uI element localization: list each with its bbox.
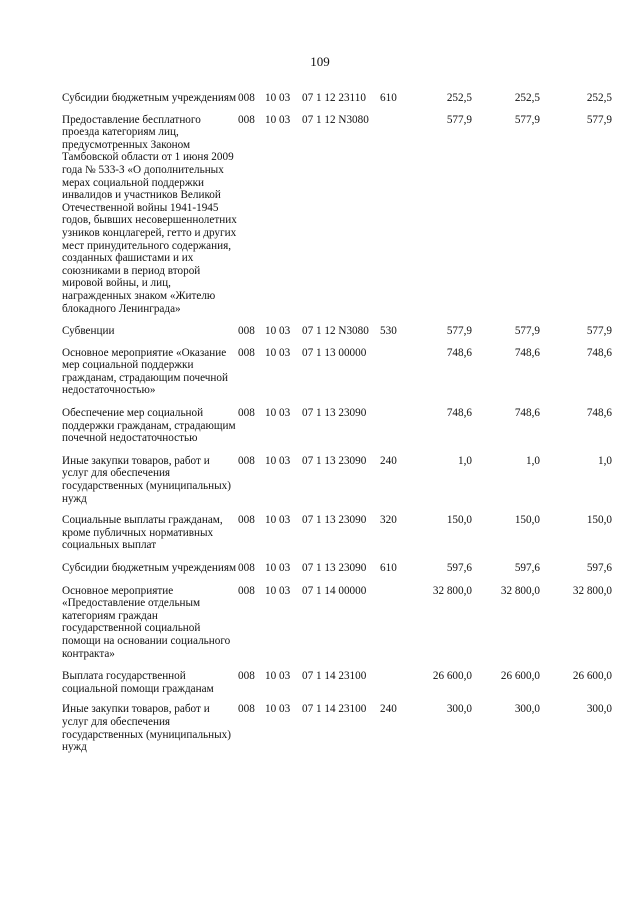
target-article-code: 07 1 12 N3080 [302,113,369,126]
amount-year-3: 252,5 [586,92,612,104]
ministry-code: 008 [238,325,255,338]
amount-year-2: 597,6 [514,562,540,574]
amount-year-3: 748,6 [586,407,612,420]
table-row [0,407,640,445]
row-name: Основное мероприятие «Оказание мер социальной поддержки гражданам, страдающим почечной недостаточностью» [62,346,229,397]
amount-year-1: 32 800,0 [432,584,472,597]
table-row [0,670,640,695]
ministry-code: 008 [238,407,255,420]
target-article-code: 07 1 13 23090 [302,562,367,574]
section-code: 10 03 [265,346,291,359]
target-article-code: 07 1 13 00000 [302,346,367,359]
expense-type-code: 610 [380,92,397,104]
section-code: 10 03 [265,703,291,716]
amount-year-3: 26 600,0 [572,670,612,683]
expense-type-code: 240 [380,454,397,467]
target-article-code: 07 1 14 00000 [302,584,367,597]
target-article-code: 07 1 13 23090 [302,407,367,420]
ministry-code: 008 [238,584,255,597]
amount-year-3: 1,0 [598,454,612,467]
row-name: Субвенции [62,325,115,338]
amount-year-1: 577,9 [446,113,472,126]
target-article-code: 07 1 12 23110 [302,92,366,104]
row-name: Субсидии бюджетным учреждениям [62,92,237,104]
amount-year-3: 32 800,0 [572,584,612,597]
amount-year-1: 26 600,0 [432,670,472,683]
ministry-code: 008 [238,346,255,359]
amount-year-2: 252,5 [514,92,540,104]
table-row [0,703,640,753]
ministry-code: 008 [238,454,255,467]
amount-year-2: 577,9 [514,113,540,126]
amount-year-1: 300,0 [446,703,472,716]
amount-year-3: 748,6 [586,346,612,359]
amount-year-2: 32 800,0 [500,584,540,597]
amount-year-3: 577,9 [586,113,612,126]
section-code: 10 03 [265,670,291,683]
amount-year-1: 1,0 [458,454,472,467]
section-code: 10 03 [265,584,291,597]
amount-year-2: 577,9 [514,325,540,338]
table-row [0,562,640,575]
ministry-code: 008 [238,703,255,716]
amount-year-1: 577,9 [446,325,472,338]
table-row [0,514,640,552]
row-name: Иные закупки товаров, работ и услуг для обеспечения государственных (муниципальных) нужд [62,454,231,505]
amount-year-2: 26 600,0 [500,670,540,683]
table-row [0,325,640,338]
ministry-code: 008 [238,562,255,574]
ministry-code: 008 [238,113,255,126]
row-name: Предоставление бесплатного проезда категориям лиц, предусмотренных Законом Тамбовской области от 1 июня 2009 года № 533-З «О дополнительных мерах социальной поддержки инвалидов и участников Великой Отечественной войны 1941-1945 годов, бывших несовершеннолетних узников концлагерей, гетто и других мест принудительного содержания, созданных фашистами и их союзниками в период второй мировой войны, и лиц, награжденных знаком «Жителю блокадного Ленинграда» [62,113,237,315]
amount-year-1: 748,6 [446,346,472,359]
section-code: 10 03 [265,407,291,420]
row-name: Субсидии бюджетным учреждениям [62,562,237,574]
ministry-code: 008 [238,514,255,527]
expense-type-code: 610 [380,562,397,574]
amount-year-3: 597,6 [586,562,612,574]
amount-year-2: 748,6 [514,346,540,359]
expense-type-code: 240 [380,703,397,716]
row-name: Обеспечение мер социальной поддержки гражданам, страдающим почечной недостаточностью [62,407,236,445]
row-name: Социальные выплаты гражданам, кроме публичных нормативных социальных выплат [62,514,223,552]
table-row [0,92,640,105]
amount-year-3: 577,9 [586,325,612,338]
ministry-code: 008 [238,92,255,104]
table-row [0,114,640,316]
amount-year-1: 597,6 [446,562,472,574]
amount-year-3: 300,0 [586,703,612,716]
amount-year-2: 150,0 [514,514,540,527]
target-article-code: 07 1 12 N3080 [302,325,369,338]
table-row [0,585,640,661]
target-article-code: 07 1 14 23100 [302,670,367,683]
amount-year-1: 748,6 [446,407,472,420]
section-code: 10 03 [265,92,291,104]
amount-year-1: 252,5 [446,92,472,104]
expense-type-code: 320 [380,514,397,527]
ministry-code: 008 [238,670,255,683]
row-name: Выплата государственной социальной помощи гражданам [62,670,214,695]
section-code: 10 03 [265,325,291,338]
target-article-code: 07 1 13 23090 [302,514,367,527]
section-code: 10 03 [265,454,291,467]
target-article-code: 07 1 14 23100 [302,703,367,716]
amount-year-2: 300,0 [514,703,540,716]
amount-year-3: 150,0 [586,514,612,527]
amount-year-1: 150,0 [446,514,472,527]
page-number: 109 [310,54,330,69]
section-code: 10 03 [265,514,291,527]
target-article-code: 07 1 13 23090 [302,454,367,467]
expense-type-code: 530 [380,325,397,338]
section-code: 10 03 [265,562,291,574]
budget-table [0,92,640,754]
table-row [0,455,640,505]
amount-year-2: 1,0 [526,454,540,467]
row-name: Иные закупки товаров, работ и услуг для обеспечения государственных (муниципальных) нужд [62,703,231,754]
section-code: 10 03 [265,113,291,126]
amount-year-2: 748,6 [514,407,540,420]
table-row [0,347,640,397]
row-name: Основное мероприятие «Предоставление отдельным категориям граждан государственной социальной помощи на основании социального контракта» [62,584,231,660]
